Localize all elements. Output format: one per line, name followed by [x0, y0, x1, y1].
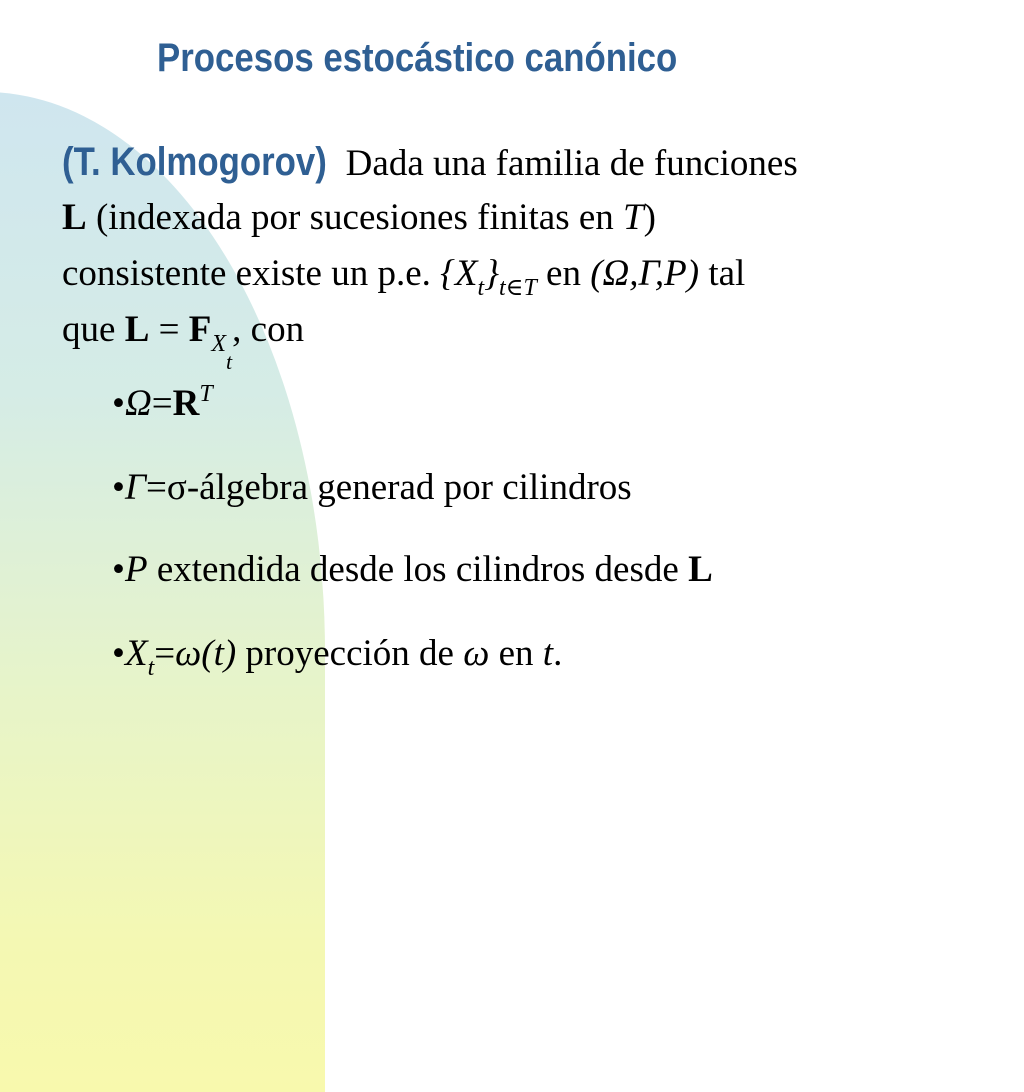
symbol-L-3: L [688, 549, 713, 590]
symbol-F-sub [211, 331, 233, 374]
theorem-line-4-con: , con [232, 309, 305, 350]
bullet-dot: • [112, 549, 125, 590]
symbol-F: F [188, 309, 212, 350]
process-set-sub: t [477, 275, 485, 301]
theorem-line-3-en: en [536, 253, 591, 294]
symbol-gamma: Γ [124, 467, 147, 508]
symbol-R-sup: T [199, 381, 213, 407]
symbol-X-sub: t [147, 655, 155, 681]
symbol-omega: ω [463, 633, 490, 674]
theorem-line-3-tal: tal [699, 253, 746, 294]
symbol-F-sub-X: X [211, 331, 227, 357]
bullet-item-omega [112, 382, 213, 425]
theorem-line-2-text: (indexada por sucesiones finitas en [86, 197, 624, 238]
period: . [553, 633, 563, 674]
theorem-paragraph [62, 134, 992, 374]
theorem-line-4-que: que [62, 309, 125, 350]
theorem-line-1-text: Dada una familia de funciones [336, 143, 798, 184]
bullet-dot: • [112, 467, 125, 508]
process-set: {X [440, 253, 478, 294]
omega-of-t: ω(t) [175, 633, 237, 674]
probability-space: (Ω,Γ,P) [590, 253, 700, 294]
equals-sign: = [149, 309, 189, 350]
symbol-t: t [542, 633, 554, 674]
symbol-T: T [623, 197, 644, 238]
bullet-item-gamma [112, 466, 632, 509]
process-set-close: } [484, 253, 500, 294]
equals-sign: = [151, 383, 173, 424]
theorem-line-3-text: consistente existe un p.e. [62, 253, 441, 294]
theorem-line-2-close: ) [643, 197, 656, 238]
slide-title: Procesos estocástico canónico [157, 36, 678, 80]
bullet-dot: • [112, 633, 125, 674]
bullet-text-en: en [489, 633, 543, 674]
symbol-P: P [124, 549, 148, 590]
symbol-R: R [172, 383, 200, 424]
symbol-L-2: L [124, 309, 150, 350]
equals-sign: = [154, 633, 176, 674]
theorem-line-1 [62, 134, 992, 190]
symbol-omega-capital: Ω [124, 383, 152, 424]
bullet-text: proyección de [236, 633, 464, 674]
theorem-line-3 [62, 246, 992, 302]
theorem-line-4 [62, 302, 992, 374]
symbol-L: L [62, 197, 87, 238]
bullet-text: =σ-álgebra generad por cilindros [146, 467, 632, 508]
theorem-line-2 [62, 190, 992, 246]
bullet-text: extendida desde los cilindros desde [147, 549, 689, 590]
process-index: t∈T [499, 275, 537, 301]
bullet-item-p [112, 548, 713, 591]
symbol-X: X [124, 633, 148, 674]
bullet-dot: • [112, 383, 125, 424]
bullet-item-xt [112, 632, 563, 681]
symbol-F-sub-t: t [226, 349, 233, 374]
theorem-name: (T. Kolmogorov) [62, 140, 327, 184]
